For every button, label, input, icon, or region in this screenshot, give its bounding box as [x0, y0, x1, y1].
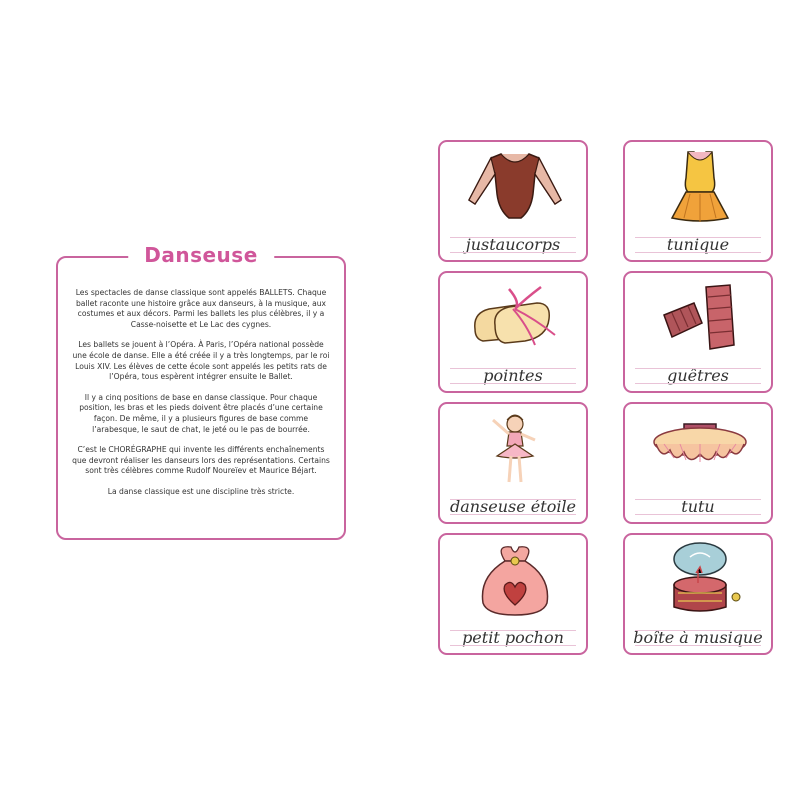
music-box-icon: [650, 541, 750, 619]
pouch-icon: [465, 541, 565, 619]
card-tutu: [623, 402, 773, 524]
card-label-tutu: tutu: [625, 497, 771, 516]
tutu-icon: [650, 410, 750, 488]
tunic-icon: [650, 148, 750, 226]
leotard-icon: [465, 148, 565, 226]
ballerina-icon: [465, 410, 565, 488]
paragraph-positions: Il y a cinq positions de base en danse classique. Pour chaque position, les bras et les pieds doivent être placés d’une certaine façon. De même, il y a plusieurs figures de base comme l’arabesque, le saut de chat, le jeté ou le pas de bourrée.: [79, 392, 323, 434]
card-petit-pochon: [438, 533, 588, 655]
card-tunique: [623, 140, 773, 262]
paragraph-choregraphe: C’est le CHORÉGRAPHE qui invente les différents enchaînements que devront réaliser les danseurs lors des représentations. Certains sont très célèbres comme Rudolf Noureïev et Maurice Béjart.: [72, 445, 330, 476]
paragraph-opera: Les ballets se jouent à l’Opéra. À Paris, l’Opéra national possède une école de danse. Elle a été créée il y a très longtemps, par le roi Louis XIV. Les élèves de cette école sont appelés les petits rats de l’Opéra, tous espèrent intégrer ensuite le Ballet.: [72, 340, 330, 382]
card-boite-a-musique: [623, 533, 773, 655]
info-panel: [56, 243, 346, 540]
card-label-petit-pochon: petit pochon: [440, 628, 586, 647]
card-danseuse-etoile: [438, 402, 588, 524]
card-label-guetres: guêtres: [625, 366, 771, 385]
card-guetres: [623, 271, 773, 393]
paragraph-ballets: Les spectacles de danse classique sont appelés BALLETS. Chaque ballet raconte une histoire grâce aux danseurs, à la musique, aux costumes et aux décors. Parmi les ballets les plus célèbres, il y a Casse-noisette et Le Lac des cygnes.: [75, 288, 327, 329]
card-pointes: [438, 271, 588, 393]
paragraph-discipline: La danse classique est une discipline très stricte.: [107, 486, 295, 496]
card-label-tunique: tunique: [625, 235, 771, 254]
card-label-pointes: pointes: [440, 366, 586, 385]
card-justaucorps: [438, 140, 588, 262]
pointe-shoes-icon: [465, 279, 565, 357]
card-label-justaucorps: justaucorps: [440, 235, 586, 254]
panel-body: [70, 288, 332, 508]
leg-warmers-icon: [650, 279, 750, 357]
panel-title: Danseuse: [128, 243, 274, 267]
card-label-danseuse-etoile: danseuse étoile: [440, 497, 586, 516]
card-label-boite-a-musique: boîte à musique: [625, 628, 771, 647]
